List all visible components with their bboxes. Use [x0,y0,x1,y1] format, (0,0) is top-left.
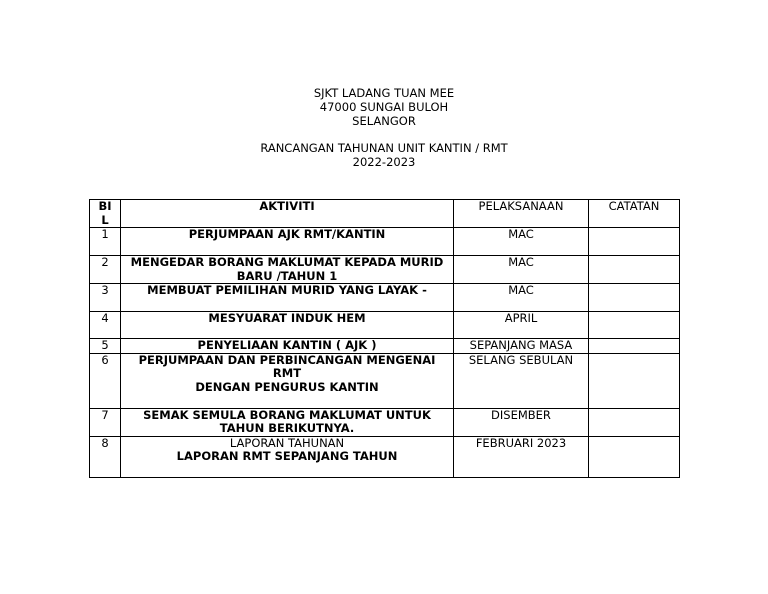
table-row [90,353,680,408]
row-number: 7 [90,408,121,436]
row-number: 3 [90,284,121,312]
row-pelaksanaan: APRIL [454,312,589,339]
row-aktiviti: PENYELIAAN KANTIN ( AJK ) [121,339,454,354]
row-catatan [589,436,680,477]
header-spacer [0,128,768,141]
row-aktiviti: PERJUMPAAN AJK RMT/KANTIN [121,228,454,256]
row-number: 2 [90,256,121,284]
row-number: 6 [90,353,121,408]
table-row [90,408,680,436]
header-pelaksanaan: PELAKSANAAN [454,200,589,228]
row-aktiviti: LAPORAN TAHUNAN LAPORAN RMT SEPANJANG TAHUN [121,436,454,477]
document-year: 2022-2023 [352,155,416,169]
school-state: SELANGOR [352,114,416,128]
row-pelaksanaan: MAC [454,256,589,284]
row-pelaksanaan: SELANG SEBULAN [454,353,589,408]
row-catatan [589,228,680,256]
row-aktiviti: SEMAK SEMULA BORANG MAKLUMAT UNTUK TAHUN BERIKUTNYA. [121,408,454,436]
row-number: 5 [90,339,121,354]
row-aktiviti: MEMBUAT PEMILIHAN MURID YANG LAYAK - [121,284,454,312]
table-row [90,339,680,354]
row-catatan [589,284,680,312]
header-catatan: CATATAN [589,200,680,228]
row-pelaksanaan: DISEMBER [454,408,589,436]
header-bil: BI L [90,200,121,228]
row-pelaksanaan: MAC [454,284,589,312]
table-row [90,256,680,284]
document-header [0,86,768,169]
row-pelaksanaan: MAC [454,228,589,256]
row-catatan [589,256,680,284]
row-number: 1 [90,228,121,256]
row-catatan [589,408,680,436]
school-name: SJKT LADANG TUAN MEE [313,86,455,100]
row-catatan [589,312,680,339]
row-pelaksanaan: FEBRUARI 2023 [454,436,589,477]
row-pelaksanaan: SEPANJANG MASA [454,339,589,354]
row-aktiviti: MESYUARAT INDUK HEM [121,312,454,339]
header-aktiviti: AKTIVITI [121,200,454,228]
table-row [90,436,680,477]
table-row [90,228,680,256]
school-address: 47000 SUNGAI BULOH [319,100,449,114]
annual-plan-table [89,199,680,478]
row-catatan [589,353,680,408]
row-number: 4 [90,312,121,339]
row-aktiviti: PERJUMPAAN DAN PERBINCANGAN MENGENAI RMT DENGAN PENGURUS KANTIN [121,353,454,408]
row-catatan [589,339,680,354]
table-row [90,284,680,312]
table-row [90,312,680,339]
row-number: 8 [90,436,121,477]
table-header-row [90,200,680,228]
row-aktiviti: MENGEDAR BORANG MAKLUMAT KEPADA MURID BARU /TAHUN 1 [121,256,454,284]
document-title: RANCANGAN TAHUNAN UNIT KANTIN / RMT [260,141,508,155]
